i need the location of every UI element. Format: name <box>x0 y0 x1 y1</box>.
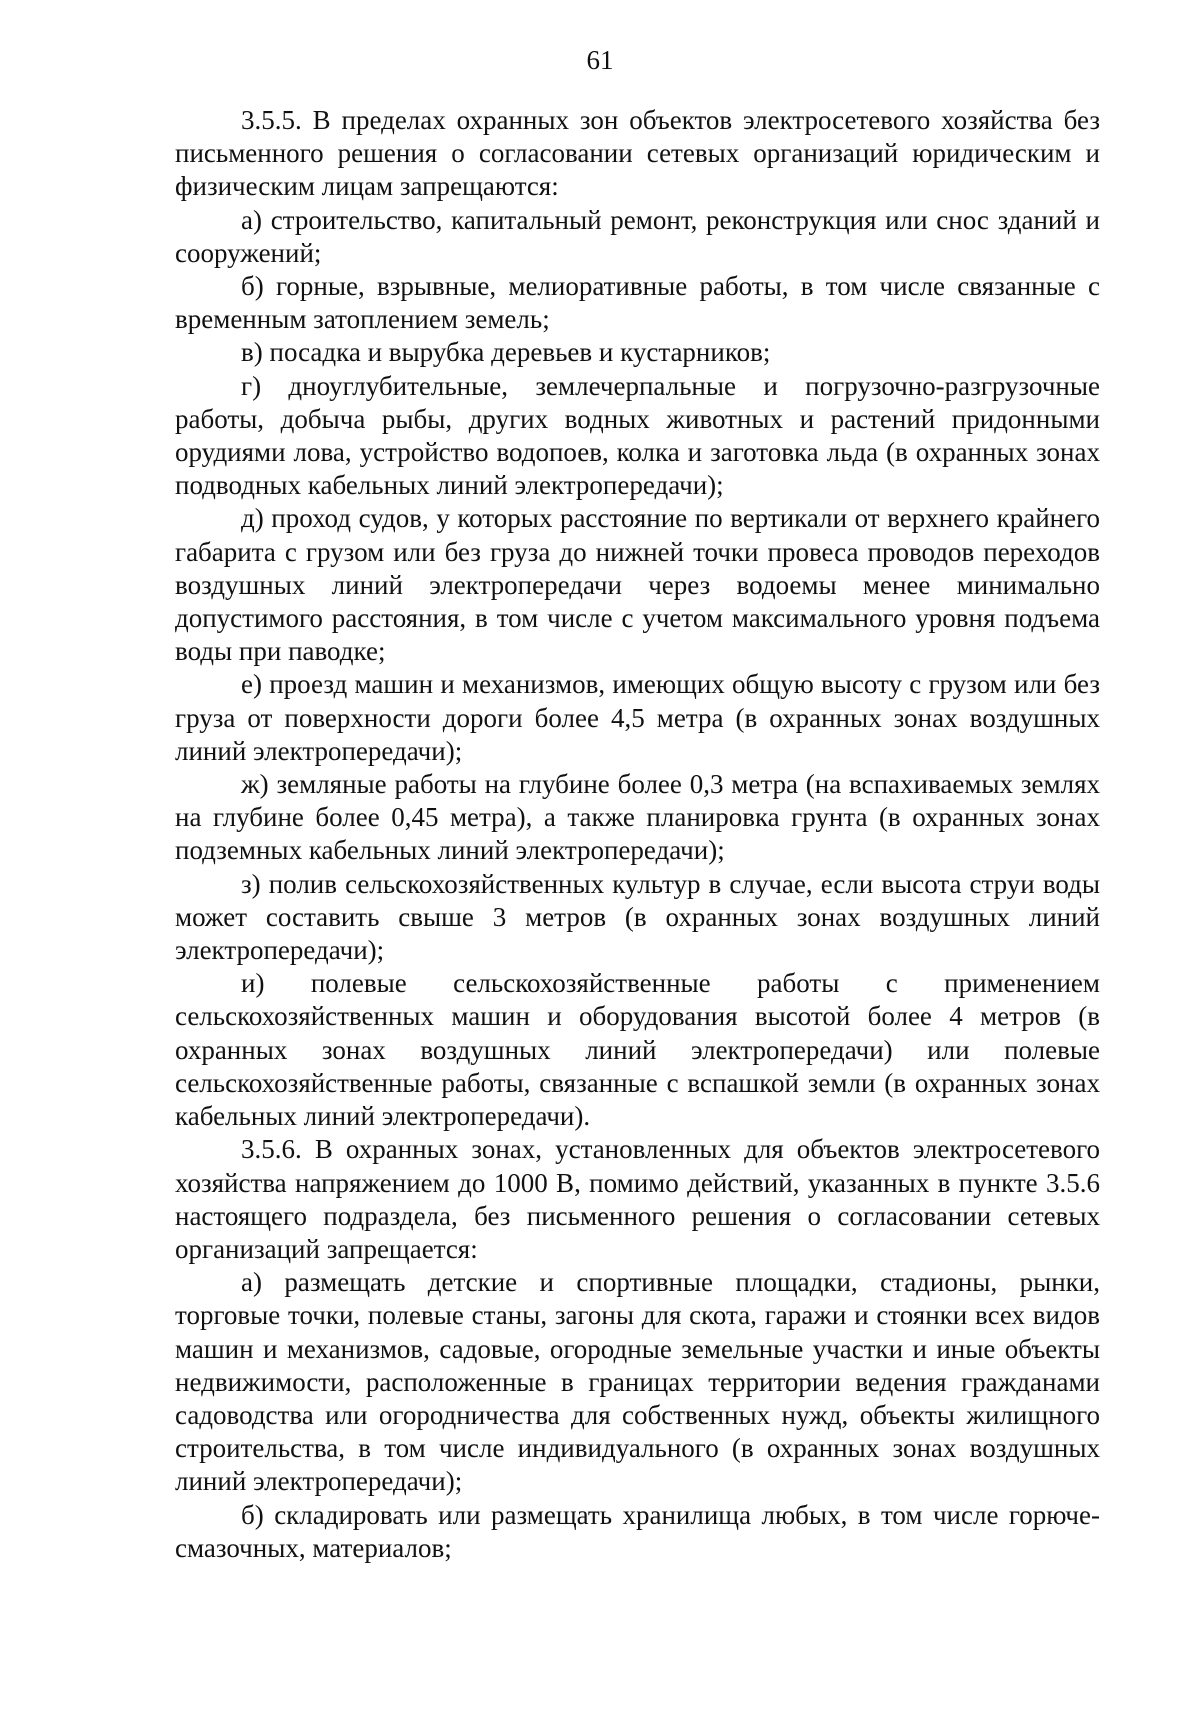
list-item-d-vessel-passage: д) проход судов, у которых расстояние по вертикали от верхнего крайнего габарита с грузом или без груза до нижней точки провеса проводов переходов воздушных линий электропередачи через водоемы менее минимально допустимого расстояния, в том числе с учетом максимального уровня подъема воды при паводке; <box>175 503 1100 667</box>
list-item-g-dredging: г) дноуглубительные, землечерпальные и погрузочно-разгрузочные работы, добыча рыбы, других водных животных и растений придонными орудиями лова, устройство водопоев, колка и заготовка льда (в охранных зонах подводных кабельных линий электропередачи); <box>175 370 1100 501</box>
list-item-i-field-works: и) полевые сельскохозяйственные работы с применением сельскохозяйственных машин и оборудования высотой более 4 метров (в охранных зонах воздушных линий электропередачи) или полевые сельскохозяйственные работы, связанные с вспашкой земли (в охранных зонах кабельных линий электропередачи). <box>175 968 1100 1132</box>
list-item-zh-earthworks: ж) земляные работы на глубине более 0,3 метра (на вспахиваемых землях на глубине более 0,45 метра), а также планировка грунта (в охранных зонах подземных кабельных линий электропередачи); <box>175 769 1100 866</box>
clause-3-5-6: 3.5.6. В охранных зонах, установленных для объектов электросетевого хозяйства напряжением до 1000 В, помимо действий, указанных в пункте 3.5.6 настоящего подраздела, без письменного решения о согласовании сетевых организаций запрещается: <box>175 1134 1100 1264</box>
clause-3-5-5: 3.5.5. В пределах охранных зон объектов электросетевого хозяйства без письменного решения о согласовании сетевых организаций юридическим и физическим лицам запрещаются: <box>175 105 1100 202</box>
list-item-b-storage: б) складировать или размещать хранилища любых, в том числе горюче-смазочных, материалов; <box>175 1499 1100 1563</box>
page-number: 61 <box>586 45 614 75</box>
list-item-b-mining-works: б) горные, взрывные, мелиоративные работы, в том числе связанные с временным затоплением земель; <box>175 271 1100 335</box>
document-body <box>175 104 1100 1565</box>
list-item-a-construction: а) строительство, капитальный ремонт, реконструкция или снос зданий и сооружений; <box>175 204 1100 268</box>
list-item-z-irrigation: з) полив сельскохозяйственных культур в случае, если высота струи воды может составить свыше 3 метров (в охранных зонах воздушных линий электропередачи); <box>175 868 1100 966</box>
list-item-a-placement: а) размещать детские и спортивные площадки, стадионы, рынки, торговые точки, полевые станы, загоны для скота, гаражи и стоянки всех видов машин и механизмов, садовые, огородные земельные участки и иные объекты недвижимости, расположенные в границах территории ведения гражданами садоводства или огородничества для собственных нужд, объекты жилищного строительства, в том числе индивидуального (в охранных зонах воздушных линий электропередачи); <box>175 1267 1100 1497</box>
list-item-e-vehicle-passage: е) проезд машин и механизмов, имеющих общую высоту с грузом или без груза от поверхности дороги более 4,5 метра (в охранных зонах воздушных линий электропередачи); <box>175 669 1100 766</box>
list-item-v-tree-planting: в) посадка и вырубка деревьев и кустарников; <box>241 337 771 368</box>
